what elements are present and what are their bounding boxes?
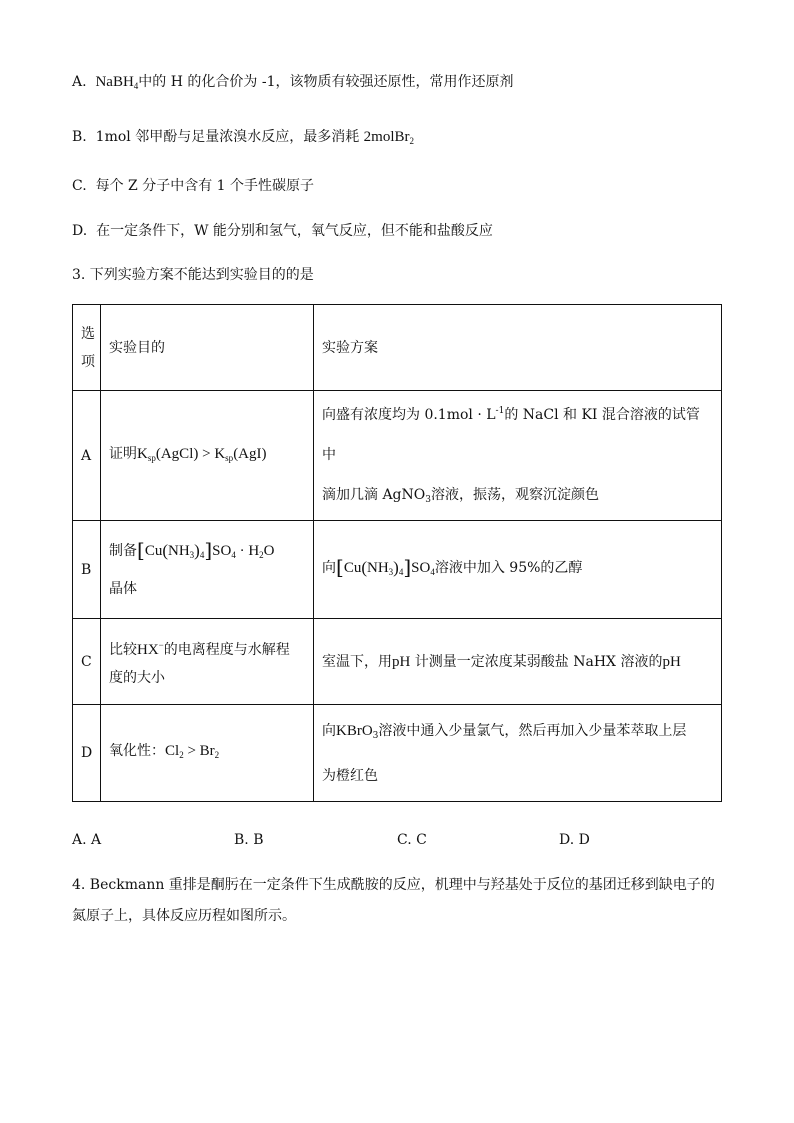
experiment-table bbox=[72, 304, 722, 802]
choice-c bbox=[72, 176, 314, 196]
row-plan: 向$[Cu(NH_3)_4]SO_4$溶液中加入 95%的乙醇 bbox=[314, 521, 722, 619]
header-goal: 实验目的 bbox=[101, 305, 314, 391]
table-row bbox=[73, 521, 722, 619]
row-option: B bbox=[73, 521, 101, 619]
question-4-line2: 氮原子上，具体反应历程如图所示。 bbox=[72, 908, 296, 924]
row-plan: 室温下，用pH 计测量一定浓度某弱酸盐 NaHX 溶液的pH bbox=[314, 619, 722, 705]
row-goal: 比较HX−的电离程度与水解程 度的大小 bbox=[101, 619, 314, 705]
choice-d bbox=[72, 221, 493, 241]
answer-options bbox=[72, 832, 732, 852]
question-3-title: 3. 下列实验方案不能达到实验目的的是 bbox=[72, 267, 314, 283]
answer-d[interactable]: D. D bbox=[559, 832, 590, 848]
choice-b-formula: 2molBr$_2$ bbox=[363, 129, 414, 146]
choice-b bbox=[72, 127, 414, 151]
header-plan: 实验方案 bbox=[314, 305, 722, 391]
choice-c-label: C. bbox=[72, 178, 87, 194]
row-plan: 向盛有浓度均为 $0.1mol \cdot L^{-1}$的 NaCl 和 KI 混合溶液的试管中 滴加几滴 AgNO$_3$溶液，振荡，观察沉淀颜色 bbox=[314, 391, 722, 521]
choice-a-label: A. bbox=[72, 74, 87, 90]
question-4-line1: 4. Beckmann 重排是酮肟在一定条件下生成酰胺的反应，机理中与羟基处于反位的基团迁移到缺电子的 bbox=[72, 877, 715, 893]
choice-d-text: 在一定条件下，W 能分别和氢气，氧气反应，但不能和盐酸反应 bbox=[96, 223, 493, 239]
choice-b-label: B. bbox=[72, 129, 87, 145]
answer-b[interactable]: B. B bbox=[234, 832, 264, 848]
row-goal: 证明$K_{sp}(AgCl) > K_{sp}(AgI)$ bbox=[101, 391, 314, 521]
answer-c[interactable]: C. C bbox=[397, 832, 427, 848]
choice-c-text: 每个 Z 分子中含有 1 个手性碳原子 bbox=[95, 178, 315, 194]
choice-b-text: 1mol 邻甲酚与足量浓溴水反应，最多消耗 bbox=[95, 129, 360, 145]
row-goal: 制备$[Cu(NH_3)_4]SO_4 \cdot H_2O$ 晶体 bbox=[101, 521, 314, 619]
row-option: A bbox=[73, 391, 101, 521]
table-row bbox=[73, 619, 722, 705]
table-row bbox=[73, 391, 722, 521]
row-plan: 向KBrO$_3$溶液中通入少量氯气，然后再加入少量苯萃取上层 为橙红色 bbox=[314, 705, 722, 802]
table-header-row bbox=[73, 305, 722, 391]
choice-a-text: 中的 H 的化合价为 -1，该物质有较强还原性，常用作还原剂 bbox=[138, 74, 514, 90]
header-option: 选 项 bbox=[73, 305, 101, 391]
choice-d-label: D. bbox=[72, 223, 88, 239]
row-option: D bbox=[73, 705, 101, 802]
choice-a-formula: NaBH$_4$ bbox=[95, 74, 139, 91]
table-row bbox=[73, 705, 722, 802]
choice-a bbox=[72, 72, 514, 96]
row-goal: 氧化性：$Cl_2 > Br_2$ bbox=[101, 705, 314, 802]
answer-a[interactable]: A. A bbox=[72, 832, 102, 848]
row-option: C bbox=[73, 619, 101, 705]
